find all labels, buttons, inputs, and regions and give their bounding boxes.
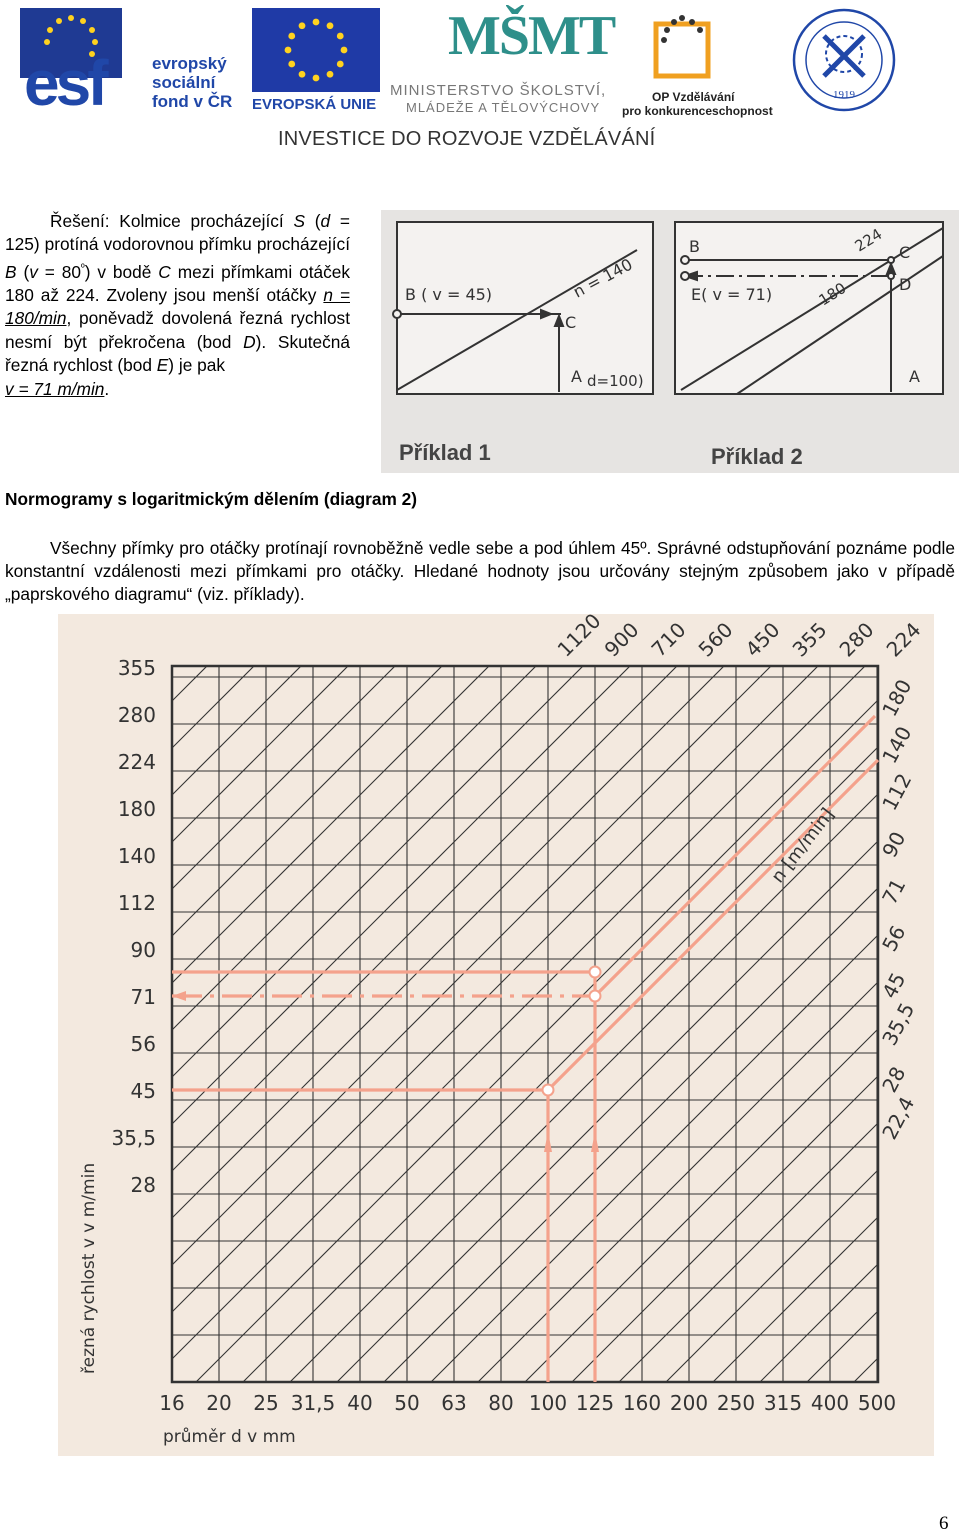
- ex2-point-b: [681, 256, 689, 264]
- x-tick-label: 125: [575, 1391, 615, 1415]
- x-tick-label: 500: [857, 1391, 897, 1415]
- msmt-line1: MINISTERSTVO ŠKOLSTVÍ,: [390, 82, 607, 99]
- nomogram-svg: [58, 614, 934, 1456]
- ex1-caption: Příklad 1: [399, 440, 491, 465]
- y-tick-label: 90: [130, 938, 156, 962]
- ex2-d-label: D: [899, 275, 912, 294]
- ex2-point-d: [888, 273, 894, 279]
- seal-year: 1919: [833, 89, 855, 101]
- y-tick-label: 45: [130, 1079, 156, 1103]
- university-seal: [790, 6, 900, 114]
- examples-figure: [381, 210, 959, 473]
- y-tick-label: 355: [117, 656, 156, 680]
- n-right-label: 28: [877, 1062, 911, 1097]
- ex2-point-e: [681, 272, 689, 280]
- esf-logo: [20, 8, 244, 119]
- ex2-n224-label: 224: [851, 224, 886, 256]
- section-heading: Normogramy s logaritmickým dělením (diagram 2): [5, 489, 417, 509]
- ex1-b-label: B ( v = 45): [405, 285, 493, 304]
- y-tick-label: 56: [130, 1032, 156, 1056]
- eu-star: [299, 22, 306, 29]
- ex2-left-arrow: [172, 991, 186, 1001]
- n-line: [619, 614, 934, 1382]
- msmt-logo: [390, 4, 620, 114]
- ex2-b-label: B: [689, 237, 700, 256]
- op-line2: pro konkurenceschopnost: [622, 104, 773, 118]
- n-right-label: 90: [877, 827, 911, 862]
- eu-star: [313, 19, 320, 26]
- ex1-point-b: [393, 310, 401, 318]
- op-line1: OP Vzdělávání: [652, 90, 735, 104]
- ex1-a-label: A: [571, 367, 582, 386]
- ex2-arrow: [591, 1132, 599, 1152]
- n-axis-label: n [m/min]: [767, 804, 839, 888]
- n-line: [290, 614, 934, 1382]
- n-top-label: 355: [787, 617, 832, 662]
- x-tick-label: 31,5: [290, 1391, 336, 1415]
- ex2-n180-label: 180: [815, 278, 850, 310]
- ex2-c-label: C: [899, 243, 911, 262]
- eu-logo: [252, 8, 382, 112]
- eu-star: [285, 47, 292, 54]
- n-line: [58, 614, 773, 1382]
- eu-stars-icon: [252, 8, 380, 92]
- x-axis-label: průměr d v mm: [163, 1427, 296, 1447]
- x-tick-label: 160: [622, 1391, 662, 1415]
- esf-line1: evropský: [152, 54, 227, 73]
- ex2-n-line: [595, 716, 875, 996]
- n-line: [102, 614, 934, 1382]
- ex2-caption: Příklad 2: [711, 444, 803, 469]
- ex2-a-label: A: [909, 367, 920, 386]
- n-line: [58, 614, 934, 1382]
- n-top-label: 1120: [552, 614, 606, 662]
- x-tick-label: 250: [716, 1391, 756, 1415]
- ex1-c-label: C: [565, 313, 577, 332]
- esf-wordmark: esf: [24, 47, 105, 119]
- x-tick-label: 16: [159, 1391, 185, 1415]
- n-right-label: 180: [877, 675, 917, 721]
- n-top-label: 560: [693, 617, 738, 662]
- n-line: [58, 614, 934, 1382]
- eu-star: [313, 75, 320, 82]
- op-emblem-icon: [622, 8, 772, 88]
- example-1: [397, 222, 653, 394]
- eu-star: [337, 61, 344, 68]
- msmt-mark: MŠMT: [448, 5, 615, 67]
- eu-star: [337, 33, 344, 40]
- y-tick-label: 224: [117, 750, 156, 774]
- x-tick-label: 80: [488, 1391, 514, 1415]
- eu-star: [327, 22, 334, 29]
- n-top-label: 450: [740, 617, 785, 662]
- example-point: [590, 991, 601, 1002]
- y-axis-label: řezná rychlost v v m/min: [79, 1162, 99, 1374]
- x-tick-label: 315: [763, 1391, 803, 1415]
- x-tick-label: 50: [394, 1391, 420, 1415]
- ex1-d-label: d=100): [587, 372, 644, 390]
- ex1-n-label: n = 140: [569, 254, 636, 302]
- n-line: [525, 614, 934, 1382]
- ex1-arrow: [544, 1132, 552, 1152]
- eu-star: [341, 47, 348, 54]
- n-line: [384, 614, 934, 1382]
- nomogram-figure: [58, 614, 934, 1456]
- seal-icon: [790, 6, 900, 114]
- example-point: [590, 967, 601, 978]
- solution-result: v = 71 m/min: [5, 378, 105, 399]
- n-line: [58, 614, 397, 1382]
- example-point: [543, 1085, 554, 1096]
- n-line: [807, 614, 934, 1382]
- msmt-line2: MLÁDEŽE A TĚLOVÝCHOVY: [406, 100, 601, 115]
- esf-line2: sociální: [152, 73, 216, 92]
- n-right-label: 71: [877, 874, 911, 909]
- y-tick-label: 180: [117, 797, 156, 821]
- y-tick-label: 280: [117, 703, 156, 727]
- solution-paragraph: Řešení: Kolmice procházející S (d = 125) protíná vodorovnou přímku procházející B $(v = 80^º)$ v bodě C mezi přímkami otáček 180 až 224. Zvoleny jsou menší otáčky n = 180/min, poněvadž dovolená řezná rychlost nesmí být překročena (bod D). Skutečná řezná rychlost (bod E) je pak v = 71 m/min.: [5, 211, 351, 399]
- n-right-label: 140: [877, 722, 917, 768]
- eu-text: EVROPSKÁ UNIE: [252, 96, 377, 113]
- eu-star: [299, 71, 306, 78]
- x-tick-label: 63: [441, 1391, 467, 1415]
- ex2-point-c: [888, 257, 894, 263]
- n-right-label: 35,5: [877, 998, 920, 1050]
- x-tick-label: 40: [347, 1391, 373, 1415]
- eu-star: [288, 33, 295, 40]
- eu-star: [327, 71, 334, 78]
- ex2-e-label: E( v = 71): [691, 285, 773, 304]
- y-tick-label: 112: [117, 891, 156, 915]
- examples-svg: [381, 210, 959, 473]
- header-tagline: INVESTICE DO ROZVOJE VZDĚLÁVÁNÍ: [278, 128, 656, 150]
- x-tick-label: 200: [669, 1391, 709, 1415]
- page-number: 6: [939, 1513, 949, 1534]
- n-line: [58, 614, 934, 1382]
- n-right-label: 56: [877, 921, 911, 956]
- n-top-label: 224: [881, 617, 926, 662]
- n-line: [196, 614, 934, 1382]
- esf-text: [152, 54, 232, 111]
- x-tick-label: 100: [528, 1391, 568, 1415]
- n-top-label: 280: [834, 617, 879, 662]
- n-right-label: 45: [877, 968, 911, 1003]
- op-logo: [622, 8, 773, 118]
- n-top-label: 710: [646, 617, 691, 662]
- y-tick-label: 140: [117, 844, 156, 868]
- n-line: [431, 614, 934, 1382]
- n-line: [149, 614, 934, 1382]
- n-right-label: 22,4: [877, 1092, 920, 1144]
- plot-frame: [172, 666, 878, 1382]
- n-right-label: 112: [877, 769, 917, 815]
- x-tick-label: 400: [810, 1391, 850, 1415]
- esf-line3: fond v ČR: [152, 92, 233, 111]
- n-top-label: 900: [599, 617, 644, 662]
- y-tick-label: 35,5: [111, 1126, 156, 1150]
- x-tick-label: 20: [206, 1391, 232, 1415]
- eu-star: [288, 61, 295, 68]
- y-tick-label: 28: [130, 1173, 156, 1197]
- y-tick-label: 71: [130, 985, 156, 1009]
- x-tick-label: 25: [253, 1391, 279, 1415]
- eu-flag: [252, 8, 380, 92]
- section-body: Všechny přímky pro otáčky protínají rovnoběžně vedle sebe a pod úhlem 45º. Správné odstupňování poznáme podle konstantní vzdálenosti mezi přímkami pro otáčky. Hledané hodnoty jsou určovány stejným způsobem jako v případě „paprskového diagramu“ (viz. příklady).: [5, 538, 955, 605]
